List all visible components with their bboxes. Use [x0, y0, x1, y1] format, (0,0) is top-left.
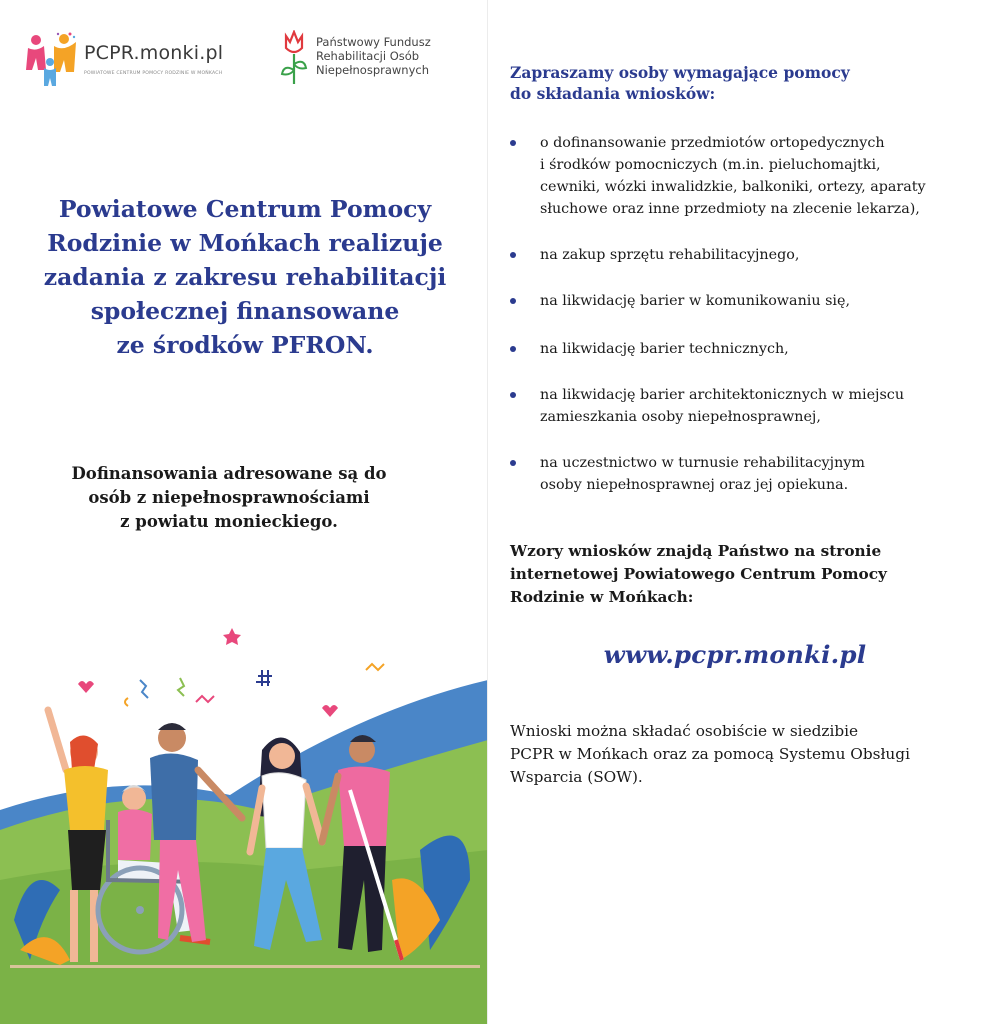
pfron-logo-text: [316, 35, 431, 77]
list-item-line: cewniki, wózki inwalidzkie, balkoniki, ortezy, aparaty: [540, 179, 926, 195]
intro-heading: [510, 62, 950, 104]
pfron-logo-line: Niepełnosprawnych: [316, 63, 430, 77]
list-item-line: na likwidację barier technicznych,: [540, 341, 789, 357]
heart-icon: [322, 705, 338, 717]
bullet-icon: [510, 392, 516, 398]
list-item-text: [540, 244, 960, 266]
headline-line: Rodzinie w Mońkach realizuje: [47, 229, 443, 257]
submission-note: [510, 720, 960, 789]
squiggle: [140, 680, 148, 698]
submission-note-line: PCPR w Mońkach oraz za pomocą Systemu Obsługi: [510, 745, 910, 763]
pcpr-logo-tagline: POWIATOWE CENTRUM POMOCY RODZINIE W MOŃKACH: [84, 71, 223, 76]
list-item-line: i środków pomocniczych (m.in. pieluchomajtki,: [540, 157, 881, 173]
family-logo-icon: [24, 30, 80, 90]
tulip-logo-icon: [278, 30, 310, 86]
list-item-text: [540, 384, 960, 428]
list-item-line: na uczestnictwo w turnusie rehabilitacyjnym: [540, 455, 865, 471]
list-item-line: na zakup sprzętu rehabilitacyjnego,: [540, 247, 800, 263]
headline-line: ze środków PFRON.: [116, 331, 374, 359]
squiggle: [125, 698, 128, 706]
headline-line: Powiatowe Centrum Pomocy: [58, 195, 432, 223]
forms-note-line: Wzory wniosków znajdą Państwo na stronie: [510, 542, 882, 560]
right-panel: [488, 0, 982, 1024]
headline-line: społecznej finansowane: [90, 297, 400, 325]
hash-icon: [256, 670, 272, 686]
pcpr-logo-name: PCPR.monki.pl: [84, 42, 224, 64]
bullet-icon: [510, 460, 516, 466]
forms-note: [510, 540, 950, 609]
squiggle: [366, 664, 384, 670]
list-item-text: [540, 290, 960, 312]
squiggle: [196, 696, 214, 702]
bullet-icon: [510, 140, 516, 146]
pfron-logo: [278, 30, 468, 90]
squiggle: [178, 678, 184, 696]
sub-headline: [24, 462, 434, 534]
pcpr-logo: [24, 30, 254, 90]
ground-line: [10, 965, 480, 968]
sub-headline-line: z powiatu monieckiego.: [120, 512, 338, 531]
pfron-logo-line: Rehabilitacji Osób: [316, 49, 420, 63]
left-panel: [0, 0, 488, 1024]
list-item-text: [540, 132, 960, 220]
list-item-line: osoby niepełnosprawnej oraz jej opiekuna.: [540, 477, 849, 493]
submission-note-line: Wnioski można składać osobiście w siedzibie: [510, 722, 859, 740]
group-of-people-illustration: [0, 620, 488, 1024]
intro-line: Zapraszamy osoby wymagające pomocy: [510, 63, 850, 82]
bullet-icon: [510, 252, 516, 258]
forms-note-line: Rodzinie w Mońkach:: [510, 588, 694, 606]
website-link[interactable]: www.pcpr.monki.pl: [603, 640, 867, 669]
bullet-icon: [510, 298, 516, 304]
sub-headline-line: osób z niepełnosprawnościami: [88, 488, 370, 507]
list-item-line: na likwidację barier architektonicznych w miejscu: [540, 387, 905, 403]
bullet-icon: [510, 346, 516, 352]
headline-line: zadania z zakresu rehabilitacji: [43, 263, 447, 291]
list-item-line: słuchowe oraz inne przedmioty na zlecenie lekarza),: [540, 201, 920, 217]
sub-headline-line: Dofinansowania adresowane są do: [71, 464, 387, 483]
list-item-text: [540, 452, 960, 496]
forms-note-line: internetowej Powiatowego Centrum Pomocy: [510, 565, 887, 583]
list-item-line: zamieszkania osoby niepełnosprawnej,: [540, 409, 821, 425]
heart-icon: [78, 681, 94, 693]
headline: [20, 192, 470, 362]
submission-note-line: Wsparcia (SOW).: [510, 768, 643, 786]
list-item-line: na likwidację barier w komunikowaniu się,: [540, 293, 851, 309]
pfron-logo-line: Państwowy Fundusz: [316, 35, 431, 49]
star-icon: [223, 628, 241, 645]
list-item-line: o dofinansowanie przedmiotów ortopedycznych: [540, 135, 885, 151]
list-item-text: [540, 338, 960, 360]
intro-line: do składania wniosków:: [510, 84, 716, 103]
